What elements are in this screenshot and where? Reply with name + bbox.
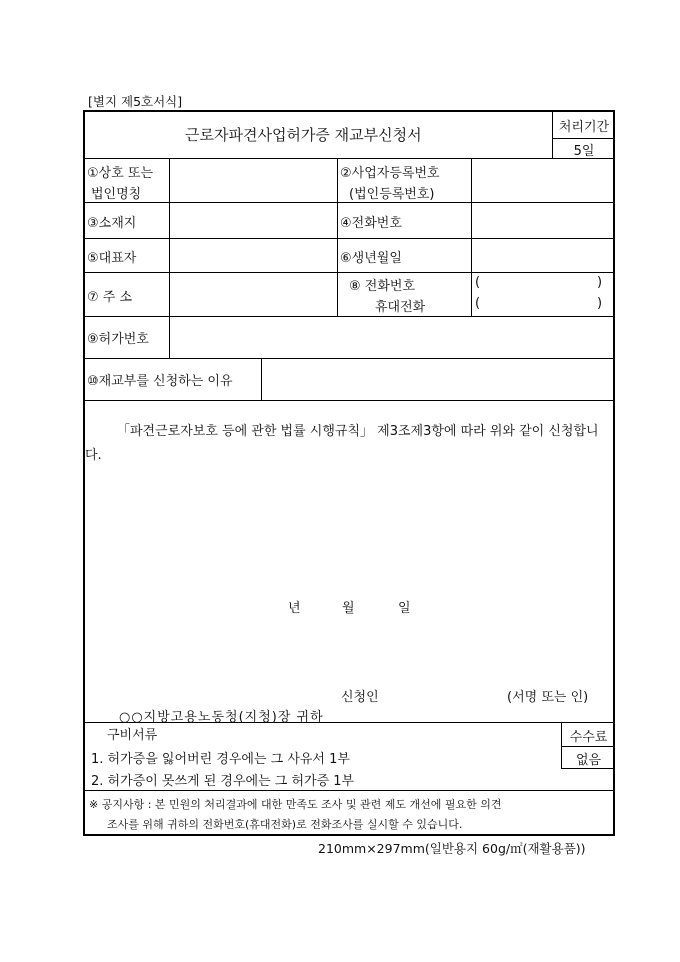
- processing-period-value: 5일: [573, 144, 595, 159]
- rule-notice-top: [85, 790, 615, 791]
- col-a: [169, 158, 170, 358]
- document-item-2: 2. 허가증이 못쓰게 된 경우에는 그 허가증 1부: [91, 774, 355, 789]
- mobile-label: 휴대전화: [375, 300, 426, 315]
- documents-header: 구비서류: [107, 728, 158, 743]
- location-label: ③소재지: [87, 216, 137, 231]
- rule-row1: [85, 202, 615, 203]
- phone-paren-close: ): [597, 275, 603, 290]
- date-day: 일: [398, 601, 411, 616]
- signature-note: (서명 또는 인): [507, 690, 589, 705]
- notice-line-2: 조사를 위해 귀하의 전화번호(휴대전화)로 전화조사를 실시할 수 있습니다.: [107, 818, 463, 831]
- birth-date-label: ⑥생년월일: [340, 251, 402, 266]
- document-item-1: 1. 허가증을 잃어버린 경우에는 그 사유서 1부: [91, 752, 350, 767]
- company-name-label-2: 법인명칭: [91, 187, 142, 202]
- addressee: ○○지방고용노동청(지청)장 귀하: [119, 710, 324, 725]
- mobile-paren-open: (: [475, 296, 481, 311]
- declaration-text: 「파견근로자보호 등에 관한 법률 시행규칙」 제3조제3항에 따라 위와 같이 신청합니다.: [85, 424, 599, 463]
- fee-bottom: [561, 768, 615, 769]
- col-c: [471, 158, 472, 316]
- notice-line-1: ※ 공지사항 : 본 민원의 처리결과에 대한 만족도 조사 및 관련 제도 개선에 필요한 의견: [89, 798, 502, 811]
- contact-phone-label: ⑧ 전화번호: [349, 279, 416, 294]
- fee-value: 없음: [575, 753, 602, 768]
- fee-label: 수수료: [569, 730, 608, 745]
- rule-row5: [85, 358, 615, 359]
- applicant-label: 신청인: [341, 690, 379, 705]
- rule-row3: [85, 272, 615, 273]
- col-reason: [261, 358, 262, 400]
- processing-divider: [553, 138, 615, 139]
- fee-divider: [561, 746, 615, 747]
- date-year: 년: [288, 601, 301, 616]
- paper-spec: 210mm×297mm(일반용지 60g/㎡(재활용품)): [318, 841, 586, 856]
- rule-row2: [85, 238, 615, 239]
- date-month: 월: [342, 601, 355, 616]
- rule-row6: [85, 400, 615, 401]
- col-b: [337, 158, 338, 316]
- application-form: [83, 110, 615, 836]
- form-title: 근로자파견사업허가증 재교부신청서: [185, 126, 422, 144]
- representative-label: ⑤대표자: [87, 251, 137, 266]
- phone-label: ④전화번호: [340, 216, 402, 231]
- permit-number-label: ⑨허가번호: [87, 332, 149, 347]
- rule-title-bottom: [85, 158, 615, 159]
- phone-paren-open: (: [475, 275, 481, 290]
- address-label: ⑦ 주 소: [87, 290, 133, 305]
- rule-row4: [85, 316, 615, 317]
- business-reg-label-2: (법인등록번호): [349, 187, 435, 202]
- mobile-paren-close: ): [597, 296, 603, 311]
- processing-period-label: 처리기간: [558, 120, 610, 135]
- business-reg-label: ②사업자등록번호: [340, 166, 440, 181]
- reason-label: ⑩재교부를 신청하는 이유: [87, 374, 233, 389]
- company-name-label: ①상호 또는: [87, 166, 154, 181]
- form-number: [별지 제5호서식]: [88, 94, 183, 109]
